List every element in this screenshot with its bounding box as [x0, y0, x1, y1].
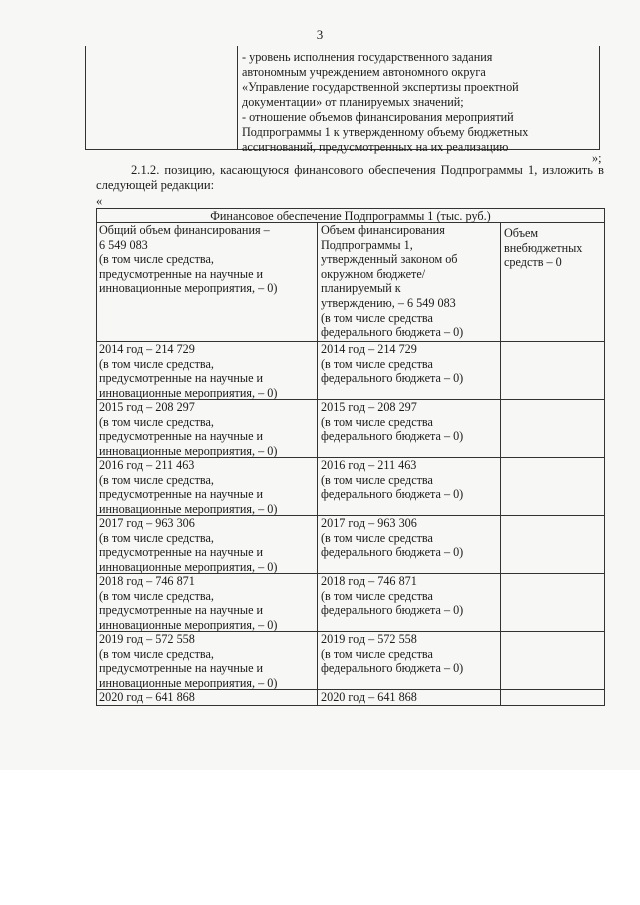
year-subprogram-cell: 2014 год – 214 729 (в том числе средства федерального бюджета – 0): [321, 342, 464, 386]
empty-left-cell: [86, 46, 238, 149]
finance-table-header: Финансовое обеспечение Подпрограммы 1 (тыс. руб.): [97, 209, 604, 223]
year-total-cell: 2020 год – 641 868: [99, 690, 195, 704]
page-number: 3: [316, 27, 324, 42]
year-total-cell: 2014 год – 214 729 (в том числе средства, предусмотренные на научные и инновационные мероприятия, – 0): [99, 342, 278, 400]
year-subprogram-cell: 2017 год – 963 306 (в том числе средства федерального бюджета – 0): [321, 516, 464, 560]
year-subprogram-cell: 2018 год – 746 871 (в том числе средства федерального бюджета – 0): [321, 574, 464, 618]
finance-table: [96, 208, 605, 706]
year-total-cell: 2019 год – 572 558 (в том числе средства, предусмотренные на научные и инновационные мероприятия, – 0): [99, 632, 278, 690]
indicators-text: - уровень исполнения государственного задания автономным учреждением автономного округа «Управление государственной экспертизы проектной документации» от планируемых значений; - отношение объемов финансирования мероприятий Подпрограммы 1 к утвержденному объему бюджетных ассигнований, предусмотренных на их реализацию: [242, 50, 529, 154]
year-subprogram-cell: 2016 год – 211 463 (в том числе средства федерального бюджета – 0): [321, 458, 464, 502]
year-subprogram-cell: 2020 год – 641 868: [321, 690, 417, 704]
year-subprogram-cell: 2015 год – 208 297 (в том числе средства федерального бюджета – 0): [321, 400, 464, 444]
year-subprogram-cell: 2019 год – 572 558 (в том числе средства федерального бюджета – 0): [321, 632, 464, 676]
column-divider: [317, 222, 318, 706]
year-total-cell: 2017 год – 963 306 (в том числе средства, предусмотренные на научные и инновационные мероприятия, – 0): [99, 516, 278, 574]
column-divider: [500, 222, 501, 706]
requirements-table: [85, 46, 600, 154]
year-total-cell: 2015 год – 208 297 (в том числе средства, предусмотренные на научные и инновационные мероприятия, – 0): [99, 400, 278, 458]
extrabudget-cell: Объем внебюджетных средств – 0: [504, 226, 583, 270]
year-total-cell: 2018 год – 746 871 (в том числе средства, предусмотренные на научные и инновационные мероприятия, – 0): [99, 574, 278, 632]
year-total-cell: 2016 год – 211 463 (в том числе средства, предусмотренные на научные и инновационные мероприятия, – 0): [99, 458, 278, 516]
amendment-paragraph: 2.1.2. позицию, касающуюся финансового обеспечения Подпрограммы 1, изложить в следующей редакции:: [96, 163, 604, 192]
opening-quote: «: [96, 194, 103, 208]
subprogram-funding-cell: Объем финансирования Подпрограммы 1, утвержденный законом об окружном бюджете/ планируемый к утверждению, – 6 549 083 (в том числе средства федерального бюджета – 0): [321, 223, 464, 340]
total-funding-cell: Общий объем финансирования – 6 549 083 (в том числе средства, предусмотренные на научные и инновационные мероприятия, – 0): [99, 223, 278, 296]
closing-quote: »;: [592, 151, 602, 165]
